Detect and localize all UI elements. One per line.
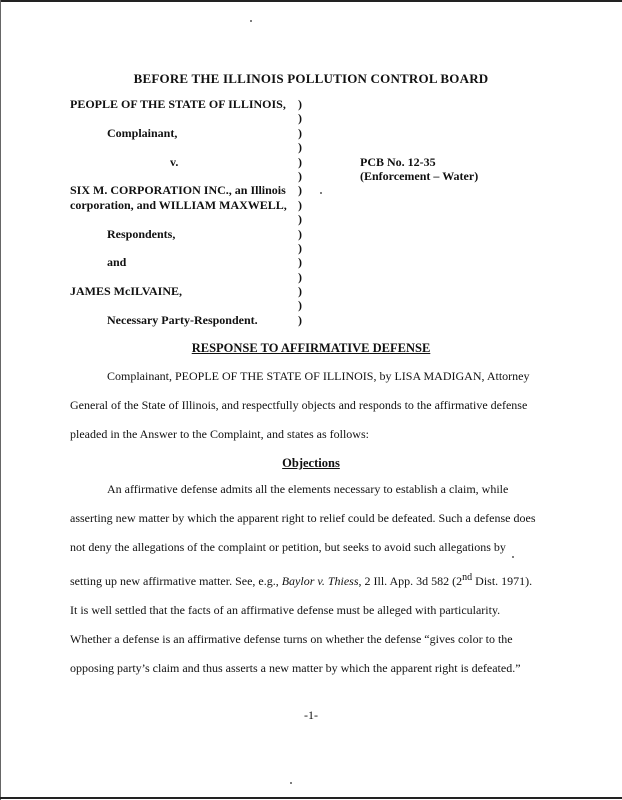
case-caption bbox=[70, 97, 490, 327]
objections-paragraph bbox=[70, 475, 553, 683]
caption-paren: ) bbox=[298, 125, 302, 140]
caption-versus: v. bbox=[170, 154, 179, 169]
caption-row bbox=[70, 241, 490, 255]
scan-speck bbox=[290, 782, 292, 784]
caption-paren: ) bbox=[298, 154, 302, 169]
caption-party-mcilvaine: JAMES McILVAINE, bbox=[70, 284, 183, 299]
caption-paren: ) bbox=[298, 255, 302, 270]
paragraph-line: not deny the allegations of the complaint or petition, but seeks to avoid such allegations by bbox=[70, 540, 506, 555]
caption-paren: ) bbox=[298, 197, 302, 212]
caption-paren: ) bbox=[298, 140, 302, 155]
caption-paren: ) bbox=[298, 284, 302, 299]
caption-row bbox=[70, 140, 490, 154]
caption-row bbox=[70, 198, 490, 212]
caption-row bbox=[70, 111, 490, 125]
page-number: -1- bbox=[304, 708, 318, 722]
citation-court: Dist. 1971). bbox=[472, 573, 533, 588]
paragraph-line: Complainant, PEOPLE OF THE STATE OF ILLINOIS, by LISA MADIGAN, Attorney bbox=[107, 369, 530, 383]
caption-paren: ) bbox=[298, 269, 302, 284]
caption-necessary-party: Necessary Party-Respondent. bbox=[107, 312, 258, 327]
caption-complainant: Complainant, bbox=[107, 125, 178, 140]
caption-respondents: Respondents, bbox=[107, 226, 176, 241]
caption-row bbox=[70, 183, 490, 197]
bottom-border bbox=[0, 797, 622, 799]
response-heading: RESPONSE TO AFFIRMATIVE DEFENSE bbox=[191, 341, 431, 355]
paragraph-line: pleaded in the Answer to the Complaint, and states as follows: bbox=[70, 427, 369, 442]
caption-row bbox=[70, 227, 490, 241]
case-name: Baylor v. Thiess bbox=[281, 573, 359, 588]
top-border bbox=[0, 0, 622, 2]
paragraph-line: An affirmative defense admits all the elements necessary to establish a claim, while bbox=[107, 482, 509, 496]
intro-paragraph bbox=[70, 362, 553, 450]
caption-paren: ) bbox=[298, 168, 302, 183]
paragraph-line: General of the State of Illinois, and respectfully objects and responds to the affirmative defense bbox=[70, 398, 528, 413]
caption-row bbox=[70, 155, 490, 169]
caption-row bbox=[70, 169, 490, 183]
caption-row bbox=[70, 255, 490, 269]
caption-row bbox=[70, 270, 490, 284]
board-title: BEFORE THE ILLINOIS POLLUTION CONTROL BOARD bbox=[133, 71, 489, 86]
caption-paren: ) bbox=[298, 111, 302, 126]
caption-row bbox=[70, 313, 490, 327]
citation-lead: setting up new affirmative matter. See, e.g., bbox=[70, 573, 282, 588]
citation-reporter: , 2 Ill. App. 3d 582 (2 bbox=[358, 573, 463, 588]
case-type: (Enforcement – Water) bbox=[360, 168, 479, 183]
caption-row bbox=[70, 126, 490, 140]
caption-paren: ) bbox=[298, 312, 302, 327]
caption-row bbox=[70, 284, 490, 298]
caption-and: and bbox=[107, 255, 127, 270]
paragraph-line: asserting new matter by which the apparent right to relief could be defeated. Such a defense does bbox=[70, 511, 536, 526]
paragraph-line: opposing party’s claim and thus asserts a new matter by which the apparent right is defeated.” bbox=[70, 661, 521, 676]
caption-paren: ) bbox=[298, 298, 302, 313]
paragraph-line: It is well settled that the facts of an affirmative defense must be alleged with particularity. bbox=[70, 602, 501, 617]
caption-paren: ) bbox=[298, 183, 302, 198]
objections-heading: Objections bbox=[282, 456, 340, 470]
caption-paren: ) bbox=[298, 226, 302, 241]
caption-party-six-m: SIX M. CORPORATION INC., an Illinois bbox=[70, 183, 286, 198]
caption-row bbox=[70, 212, 490, 226]
case-number: PCB No. 12-35 bbox=[360, 154, 436, 169]
caption-row bbox=[70, 298, 490, 312]
ordinal-suffix: nd bbox=[462, 571, 473, 583]
left-border bbox=[0, 0, 1, 800]
caption-paren: ) bbox=[298, 212, 302, 227]
scan-speck bbox=[250, 20, 252, 22]
caption-paren: ) bbox=[298, 240, 302, 255]
paragraph-line: Whether a defense is an affirmative defense turns on whether the defense “gives color to the bbox=[70, 632, 513, 647]
paragraph-line-citation bbox=[70, 563, 553, 596]
caption-party-maxwell: corporation, and WILLIAM MAXWELL, bbox=[70, 197, 287, 212]
caption-paren: ) bbox=[298, 97, 302, 111]
caption-party-people: PEOPLE OF THE STATE OF ILLINOIS, bbox=[70, 97, 286, 111]
caption-row bbox=[70, 97, 490, 111]
